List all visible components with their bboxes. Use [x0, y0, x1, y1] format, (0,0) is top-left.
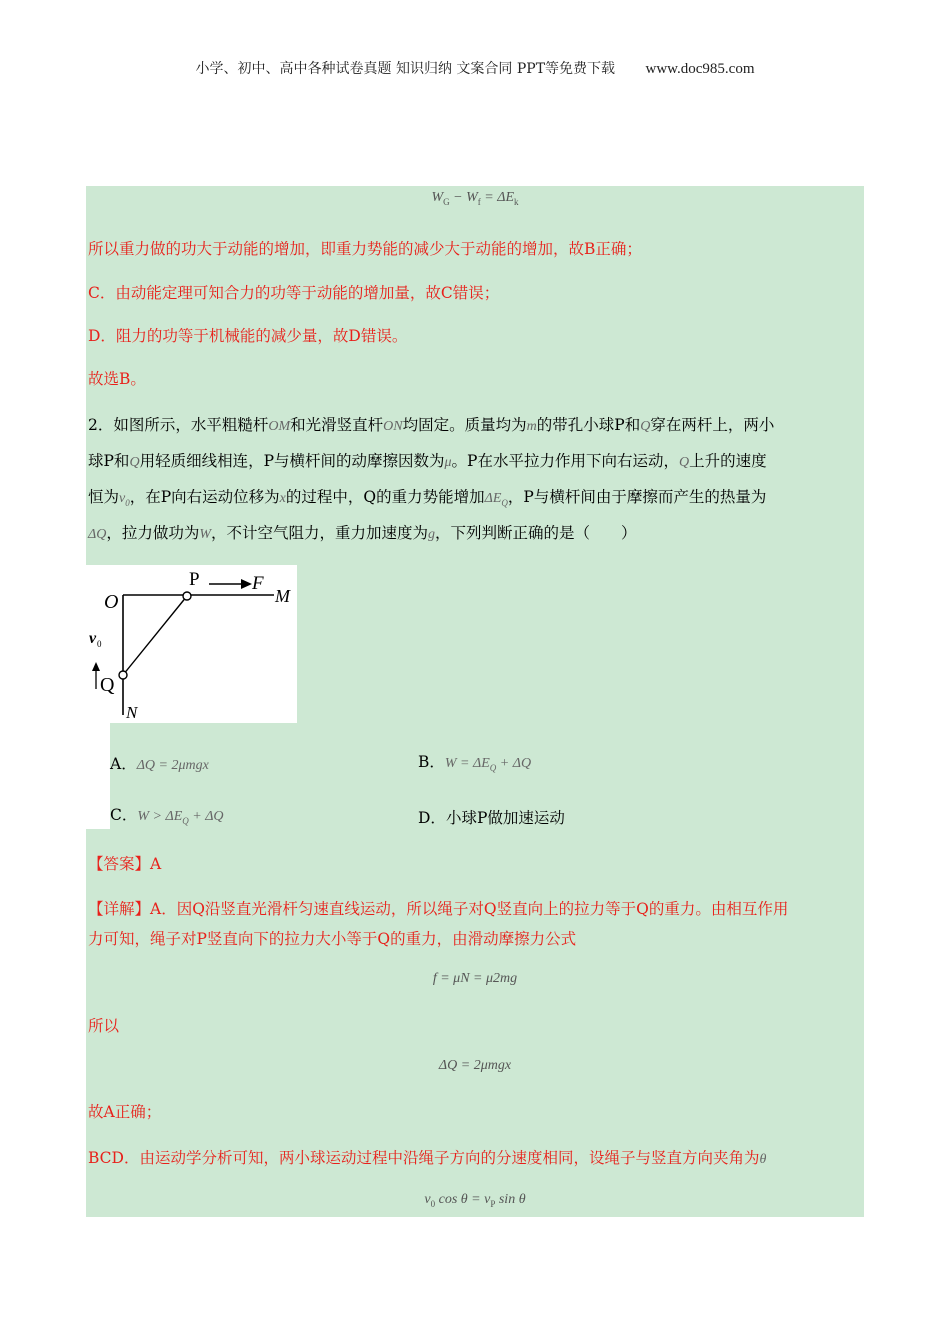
question-line-4: ΔQ，拉力做功为W，不计空气阻力，重力加速度为g，下列判断正确的是（ ） — [88, 524, 637, 542]
header-text: 小学、初中、高中各种试卷真题 知识归纳 文案合同 PPT等免费下载 — [195, 61, 616, 77]
solution-line-b: 所以重力做的功大于动能的增加，即重力势能的减少大于动能的增加，故B正确； — [88, 240, 642, 258]
detail-line-2: 力可知，绳子对P竖直向下的拉力大小等于Q的重力，由滑动摩擦力公式 — [88, 930, 577, 948]
ball-q — [119, 671, 127, 679]
option-a[interactable]: A．ΔQ = 2μmgx — [110, 755, 209, 773]
label-p: P — [189, 569, 200, 590]
label-m: M — [275, 586, 290, 606]
solution-choice: 故选B。 — [88, 370, 146, 388]
string-pq — [123, 596, 187, 675]
detail-so: 所以 — [88, 1017, 120, 1035]
page-header — [0, 58, 950, 78]
solution-line-d: D．阻力的功等于机械能的减少量，故D错误。 — [88, 327, 408, 345]
detail-a-correct: 故A正确； — [88, 1103, 162, 1121]
force-arrow-head — [241, 579, 252, 589]
question-line-2: 球P和Q用轻质细线相连，P与横杆间的动摩擦因数为μ。P在水平拉力作用下向右运动，Q上升的速度 — [88, 452, 767, 470]
formula-friction: f = μN = μ2mg — [432, 971, 518, 986]
detail-bcd: BCD．由运动学分析可知，两小球运动过程中沿绳子方向的分速度相同，设绳子与竖直方向夹角为θ — [88, 1149, 767, 1167]
formula-velocity: $v_0$ $\cos \theta = v_P$ sin θ — [424, 1192, 526, 1209]
solution-line-c: C．由动能定理可知合力的功等于动能的增加量，故C错误； — [88, 284, 500, 302]
label-n: N — [126, 703, 138, 722]
label-v: v — [89, 630, 97, 647]
label-o: O — [104, 591, 119, 613]
option-b[interactable]: B．$W = \Delta E_Q + \Delta Q$ — [418, 753, 532, 774]
physics-diagram — [86, 565, 297, 723]
label-v-sub: 0 — [97, 639, 102, 649]
label-q: Q — [100, 674, 115, 696]
header-url[interactable]: www.doc985.com — [645, 61, 755, 77]
option-d[interactable]: D．小球P做加速运动 — [418, 809, 565, 827]
question-line-1: 2．如图所示，水平粗糙杆OM和光滑竖直杆ON均固定。质量均为m的带孔小球P和Q穿在两杆上，两小 — [88, 416, 775, 434]
answer-line: 【答案】A — [88, 855, 162, 873]
option-c[interactable]: C．$W > \Delta E_Q + \Delta Q$ — [110, 806, 224, 827]
ball-p — [183, 592, 191, 600]
detail-line-1: 【详解】A．因Q沿竖直光滑杆匀速直线运动，所以绳子对Q竖直向上的拉力等于Q的重力。由相互作用 — [88, 900, 789, 918]
figure-strip — [86, 723, 110, 829]
label-f: F — [252, 573, 264, 594]
formula-heat: ΔQ = 2μmgx — [438, 1058, 512, 1073]
question-line-3: 恒为$v_0$，在P向右运动位移为x的过程中，Q的重力势能增加$\Delta E_Q$，P与横杆间由于摩擦而产生的热量为 — [88, 488, 767, 509]
velocity-arrow-head — [92, 662, 100, 671]
formula-work-energy: $W_G - W_f = \Delta E_k$ — [431, 190, 519, 207]
